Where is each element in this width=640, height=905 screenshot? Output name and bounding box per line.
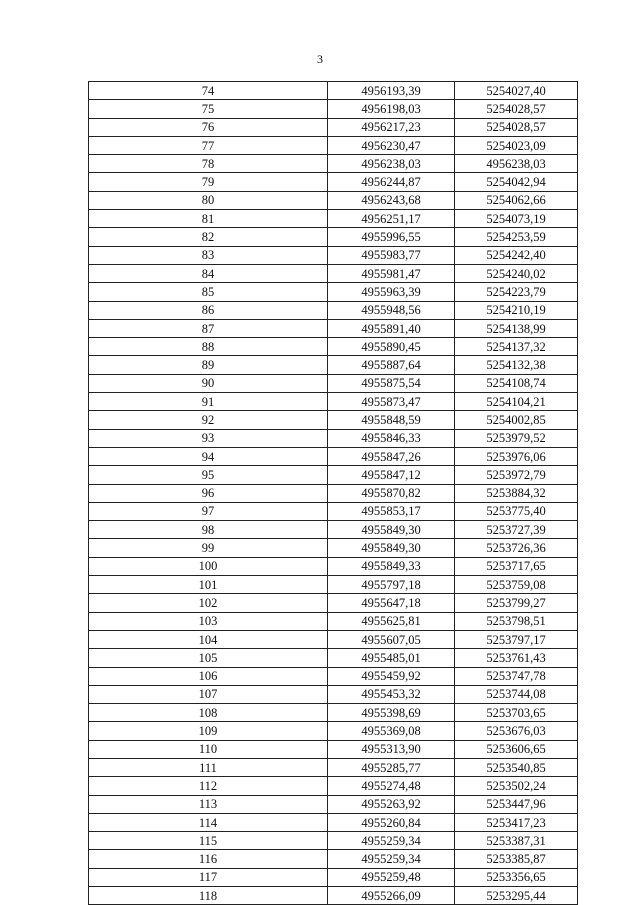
point-number-cell: 87 bbox=[89, 319, 328, 337]
x-coordinate-cell: 4955259,34 bbox=[328, 850, 455, 868]
x-coordinate-cell: 4955891,40 bbox=[328, 319, 455, 337]
point-number-cell: 107 bbox=[89, 685, 328, 703]
point-number-cell: 111 bbox=[89, 758, 328, 776]
x-coordinate-cell: 4955259,48 bbox=[328, 868, 455, 886]
table-row bbox=[89, 429, 578, 447]
y-coordinate-cell: 5253799,27 bbox=[455, 594, 578, 612]
x-coordinate-cell: 4955369,08 bbox=[328, 722, 455, 740]
x-coordinate-cell: 4955263,92 bbox=[328, 795, 455, 813]
table-row bbox=[89, 868, 578, 886]
y-coordinate-cell: 5253726,36 bbox=[455, 539, 578, 557]
y-coordinate-cell: 5254210,19 bbox=[455, 301, 578, 319]
table-row bbox=[89, 319, 578, 337]
y-coordinate-cell: 5254108,74 bbox=[455, 374, 578, 392]
point-number-cell: 98 bbox=[89, 521, 328, 539]
x-coordinate-cell: 4955870,82 bbox=[328, 484, 455, 502]
point-number-cell: 89 bbox=[89, 356, 328, 374]
point-number-cell: 86 bbox=[89, 301, 328, 319]
point-number-cell: 81 bbox=[89, 210, 328, 228]
x-coordinate-cell: 4955849,30 bbox=[328, 521, 455, 539]
point-number-cell: 96 bbox=[89, 484, 328, 502]
x-coordinate-cell: 4955266,09 bbox=[328, 887, 455, 905]
y-coordinate-cell: 5253356,65 bbox=[455, 868, 578, 886]
table-row bbox=[89, 667, 578, 685]
x-coordinate-cell: 4955313,90 bbox=[328, 740, 455, 758]
table-row bbox=[89, 411, 578, 429]
page-number: 3 bbox=[317, 52, 323, 66]
y-coordinate-cell: 5253761,43 bbox=[455, 649, 578, 667]
point-number-cell: 88 bbox=[89, 338, 328, 356]
point-number-cell: 110 bbox=[89, 740, 328, 758]
y-coordinate-cell: 5253797,17 bbox=[455, 630, 578, 648]
x-coordinate-cell: 4955847,12 bbox=[328, 466, 455, 484]
y-coordinate-cell: 5254223,79 bbox=[455, 283, 578, 301]
x-coordinate-cell: 4956230,47 bbox=[328, 136, 455, 154]
y-coordinate-cell: 5254104,21 bbox=[455, 393, 578, 411]
point-number-cell: 106 bbox=[89, 667, 328, 685]
table-row bbox=[89, 685, 578, 703]
y-coordinate-cell: 5253502,24 bbox=[455, 777, 578, 795]
table-row bbox=[89, 484, 578, 502]
x-coordinate-cell: 4955849,33 bbox=[328, 557, 455, 575]
table-row bbox=[89, 447, 578, 465]
table-row bbox=[89, 338, 578, 356]
point-number-cell: 78 bbox=[89, 155, 328, 173]
y-coordinate-cell: 5254002,85 bbox=[455, 411, 578, 429]
table-row bbox=[89, 704, 578, 722]
table-row bbox=[89, 777, 578, 795]
x-coordinate-cell: 4955453,32 bbox=[328, 685, 455, 703]
point-number-cell: 76 bbox=[89, 118, 328, 136]
x-coordinate-cell: 4955398,69 bbox=[328, 704, 455, 722]
table-row bbox=[89, 557, 578, 575]
x-coordinate-cell: 4955260,84 bbox=[328, 813, 455, 831]
table-row bbox=[89, 795, 578, 813]
x-coordinate-cell: 4955607,05 bbox=[328, 630, 455, 648]
point-number-cell: 97 bbox=[89, 502, 328, 520]
y-coordinate-cell: 5253798,51 bbox=[455, 612, 578, 630]
y-coordinate-cell: 5253727,39 bbox=[455, 521, 578, 539]
point-number-cell: 117 bbox=[89, 868, 328, 886]
point-number-cell: 94 bbox=[89, 447, 328, 465]
x-coordinate-cell: 4956193,39 bbox=[328, 82, 455, 100]
y-coordinate-cell: 5254062,66 bbox=[455, 191, 578, 209]
y-coordinate-cell: 5254042,94 bbox=[455, 173, 578, 191]
table-row bbox=[89, 393, 578, 411]
table-row bbox=[89, 136, 578, 154]
table-row bbox=[89, 594, 578, 612]
x-coordinate-cell: 4956217,23 bbox=[328, 118, 455, 136]
point-number-cell: 84 bbox=[89, 264, 328, 282]
x-coordinate-cell: 4955981,47 bbox=[328, 264, 455, 282]
table-row bbox=[89, 722, 578, 740]
x-coordinate-cell: 4955285,77 bbox=[328, 758, 455, 776]
x-coordinate-cell: 4955647,18 bbox=[328, 594, 455, 612]
y-coordinate-cell: 5254073,19 bbox=[455, 210, 578, 228]
x-coordinate-cell: 4956238,03 bbox=[328, 155, 455, 173]
point-number-cell: 118 bbox=[89, 887, 328, 905]
y-coordinate-cell: 5254253,59 bbox=[455, 228, 578, 246]
point-number-cell: 75 bbox=[89, 100, 328, 118]
y-coordinate-cell: 5254028,57 bbox=[455, 100, 578, 118]
y-coordinate-cell: 5253387,31 bbox=[455, 832, 578, 850]
x-coordinate-cell: 4955963,39 bbox=[328, 283, 455, 301]
table-row bbox=[89, 521, 578, 539]
x-coordinate-cell: 4955274,48 bbox=[328, 777, 455, 795]
x-coordinate-cell: 4955983,77 bbox=[328, 246, 455, 264]
x-coordinate-cell: 4956198,03 bbox=[328, 100, 455, 118]
x-coordinate-cell: 4956243,68 bbox=[328, 191, 455, 209]
y-coordinate-cell: 5253417,23 bbox=[455, 813, 578, 831]
x-coordinate-cell: 4955875,54 bbox=[328, 374, 455, 392]
point-number-cell: 90 bbox=[89, 374, 328, 392]
point-number-cell: 109 bbox=[89, 722, 328, 740]
x-coordinate-cell: 4955849,30 bbox=[328, 539, 455, 557]
table-row bbox=[89, 264, 578, 282]
point-number-cell: 115 bbox=[89, 832, 328, 850]
coordinates-table-body bbox=[89, 82, 578, 905]
point-number-cell: 116 bbox=[89, 850, 328, 868]
y-coordinate-cell: 5253976,06 bbox=[455, 447, 578, 465]
table-row bbox=[89, 228, 578, 246]
table-row bbox=[89, 649, 578, 667]
x-coordinate-cell: 4955887,64 bbox=[328, 356, 455, 374]
coordinates-table bbox=[88, 81, 578, 905]
point-number-cell: 99 bbox=[89, 539, 328, 557]
point-number-cell: 104 bbox=[89, 630, 328, 648]
table-row bbox=[89, 100, 578, 118]
point-number-cell: 92 bbox=[89, 411, 328, 429]
point-number-cell: 108 bbox=[89, 704, 328, 722]
table-row bbox=[89, 740, 578, 758]
table-row bbox=[89, 813, 578, 831]
table-row bbox=[89, 630, 578, 648]
y-coordinate-cell: 5253385,87 bbox=[455, 850, 578, 868]
point-number-cell: 100 bbox=[89, 557, 328, 575]
y-coordinate-cell: 5253884,32 bbox=[455, 484, 578, 502]
y-coordinate-cell: 5254027,40 bbox=[455, 82, 578, 100]
y-coordinate-cell: 5253676,03 bbox=[455, 722, 578, 740]
x-coordinate-cell: 4955948,56 bbox=[328, 301, 455, 319]
y-coordinate-cell: 5254240,02 bbox=[455, 264, 578, 282]
y-coordinate-cell: 5253447,96 bbox=[455, 795, 578, 813]
y-coordinate-cell: 4956238,03 bbox=[455, 155, 578, 173]
x-coordinate-cell: 4955853,17 bbox=[328, 502, 455, 520]
y-coordinate-cell: 5254132,38 bbox=[455, 356, 578, 374]
x-coordinate-cell: 4955873,47 bbox=[328, 393, 455, 411]
point-number-cell: 91 bbox=[89, 393, 328, 411]
table-row bbox=[89, 191, 578, 209]
table-row bbox=[89, 887, 578, 905]
y-coordinate-cell: 5254028,57 bbox=[455, 118, 578, 136]
x-coordinate-cell: 4955485,01 bbox=[328, 649, 455, 667]
table-row bbox=[89, 374, 578, 392]
point-number-cell: 102 bbox=[89, 594, 328, 612]
y-coordinate-cell: 5254137,32 bbox=[455, 338, 578, 356]
x-coordinate-cell: 4955846,33 bbox=[328, 429, 455, 447]
point-number-cell: 82 bbox=[89, 228, 328, 246]
table-row bbox=[89, 758, 578, 776]
point-number-cell: 103 bbox=[89, 612, 328, 630]
table-row bbox=[89, 246, 578, 264]
y-coordinate-cell: 5253972,79 bbox=[455, 466, 578, 484]
table-row bbox=[89, 502, 578, 520]
y-coordinate-cell: 5253759,08 bbox=[455, 576, 578, 594]
y-coordinate-cell: 5253747,78 bbox=[455, 667, 578, 685]
y-coordinate-cell: 5254242,40 bbox=[455, 246, 578, 264]
point-number-cell: 74 bbox=[89, 82, 328, 100]
y-coordinate-cell: 5253979,52 bbox=[455, 429, 578, 447]
x-coordinate-cell: 4955259,34 bbox=[328, 832, 455, 850]
point-number-cell: 112 bbox=[89, 777, 328, 795]
y-coordinate-cell: 5253744,08 bbox=[455, 685, 578, 703]
table-row bbox=[89, 612, 578, 630]
table-row bbox=[89, 356, 578, 374]
y-coordinate-cell: 5253775,40 bbox=[455, 502, 578, 520]
y-coordinate-cell: 5253540,85 bbox=[455, 758, 578, 776]
table-row bbox=[89, 173, 578, 191]
point-number-cell: 93 bbox=[89, 429, 328, 447]
y-coordinate-cell: 5254138,99 bbox=[455, 319, 578, 337]
point-number-cell: 83 bbox=[89, 246, 328, 264]
point-number-cell: 80 bbox=[89, 191, 328, 209]
table-row bbox=[89, 466, 578, 484]
point-number-cell: 113 bbox=[89, 795, 328, 813]
table-row bbox=[89, 301, 578, 319]
table-row bbox=[89, 850, 578, 868]
y-coordinate-cell: 5253703,65 bbox=[455, 704, 578, 722]
table-row bbox=[89, 283, 578, 301]
x-coordinate-cell: 4955459,92 bbox=[328, 667, 455, 685]
table-row bbox=[89, 832, 578, 850]
x-coordinate-cell: 4955797,18 bbox=[328, 576, 455, 594]
point-number-cell: 95 bbox=[89, 466, 328, 484]
y-coordinate-cell: 5254023,09 bbox=[455, 136, 578, 154]
point-number-cell: 114 bbox=[89, 813, 328, 831]
table-row bbox=[89, 576, 578, 594]
x-coordinate-cell: 4956244,87 bbox=[328, 173, 455, 191]
point-number-cell: 105 bbox=[89, 649, 328, 667]
table-row bbox=[89, 82, 578, 100]
x-coordinate-cell: 4955890,45 bbox=[328, 338, 455, 356]
x-coordinate-cell: 4955996,55 bbox=[328, 228, 455, 246]
x-coordinate-cell: 4955625,81 bbox=[328, 612, 455, 630]
table-row bbox=[89, 118, 578, 136]
y-coordinate-cell: 5253717,65 bbox=[455, 557, 578, 575]
y-coordinate-cell: 5253606,65 bbox=[455, 740, 578, 758]
x-coordinate-cell: 4955848,59 bbox=[328, 411, 455, 429]
point-number-cell: 85 bbox=[89, 283, 328, 301]
table-row bbox=[89, 539, 578, 557]
point-number-cell: 101 bbox=[89, 576, 328, 594]
point-number-cell: 79 bbox=[89, 173, 328, 191]
table-row bbox=[89, 155, 578, 173]
y-coordinate-cell: 5253295,44 bbox=[455, 887, 578, 905]
point-number-cell: 77 bbox=[89, 136, 328, 154]
x-coordinate-cell: 4956251,17 bbox=[328, 210, 455, 228]
table-row bbox=[89, 210, 578, 228]
x-coordinate-cell: 4955847,26 bbox=[328, 447, 455, 465]
